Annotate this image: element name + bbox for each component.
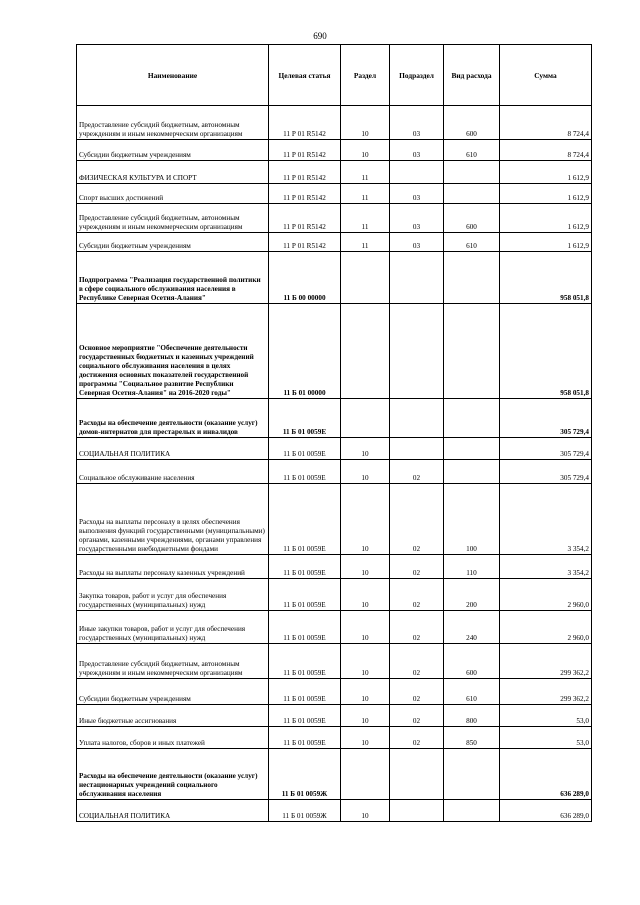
row-expense — [444, 800, 500, 822]
row-subsection: 02 — [390, 679, 444, 705]
budget-table — [76, 44, 592, 822]
row-section: 10 — [341, 438, 390, 460]
row-target: 11 Р 01 R5142 — [269, 140, 341, 161]
row-expense — [444, 252, 500, 304]
row-target: 11 Б 01 0059Е — [269, 727, 341, 749]
table-row — [77, 304, 592, 399]
row-section: 10 — [341, 727, 390, 749]
row-sum: 636 289,0 — [500, 800, 592, 822]
row-subsection: 02 — [390, 705, 444, 727]
row-subsection: 03 — [390, 140, 444, 161]
row-sum: 2 960,0 — [500, 611, 592, 644]
row-target: 11 Б 01 0059Е — [269, 399, 341, 438]
row-sum: 299 362,2 — [500, 644, 592, 679]
row-expense: 110 — [444, 555, 500, 579]
row-subsection: 03 — [390, 106, 444, 140]
row-expense: 610 — [444, 233, 500, 252]
row-sum: 1 612,9 — [500, 161, 592, 184]
row-section: 11 — [341, 233, 390, 252]
row-name: Уплата налогов, сборов и иных платежей — [77, 727, 269, 749]
row-section: 10 — [341, 140, 390, 161]
row-section: 11 — [341, 204, 390, 233]
row-sum: 958 051,8 — [500, 304, 592, 399]
row-section: 10 — [341, 679, 390, 705]
row-section: 10 — [341, 611, 390, 644]
row-expense — [444, 460, 500, 484]
row-expense — [444, 304, 500, 399]
row-target: 11 Б 01 0059Е — [269, 679, 341, 705]
row-subsection: 02 — [390, 611, 444, 644]
row-target: 11 Б 01 0059Е — [269, 579, 341, 611]
row-target: 11 Б 01 0059Е — [269, 438, 341, 460]
row-expense — [444, 438, 500, 460]
row-sum: 305 729,4 — [500, 399, 592, 438]
table-header-row — [77, 45, 592, 106]
row-expense: 600 — [444, 106, 500, 140]
row-expense — [444, 399, 500, 438]
row-subsection: 02 — [390, 460, 444, 484]
row-name: Социальное обслуживание населения — [77, 460, 269, 484]
row-name: Расходы на обеспечение деятельности (оказание услуг) домов-интернатов для престарелых и инвалидов — [77, 399, 269, 438]
table-row — [77, 555, 592, 579]
row-sum: 958 051,8 — [500, 252, 592, 304]
table-row — [77, 161, 592, 184]
table-row — [77, 727, 592, 749]
row-subsection — [390, 252, 444, 304]
table-row — [77, 460, 592, 484]
row-subsection — [390, 304, 444, 399]
row-target: 11 Б 01 0059Е — [269, 555, 341, 579]
row-sum: 1 612,9 — [500, 184, 592, 204]
table-row — [77, 140, 592, 161]
table-row — [77, 484, 592, 555]
row-expense: 240 — [444, 611, 500, 644]
row-expense: 600 — [444, 204, 500, 233]
row-sum: 1 612,9 — [500, 204, 592, 233]
table-row — [77, 579, 592, 611]
table-row — [77, 184, 592, 204]
row-sum: 3 354,2 — [500, 484, 592, 555]
table-row — [77, 106, 592, 140]
row-section: 10 — [341, 555, 390, 579]
row-expense: 200 — [444, 579, 500, 611]
row-name: СОЦИАЛЬНАЯ ПОЛИТИКА — [77, 800, 269, 822]
row-name: Субсидии бюджетным учреждениям — [77, 679, 269, 705]
row-subsection: 03 — [390, 204, 444, 233]
table-row — [77, 438, 592, 460]
table-row — [77, 705, 592, 727]
row-sum: 636 289,0 — [500, 749, 592, 800]
row-target: 11 Р 01 R5142 — [269, 106, 341, 140]
row-sum: 53,0 — [500, 705, 592, 727]
row-name: Предоставление субсидий бюджетным, автономным учреждениям и иным некоммерческим организациям — [77, 644, 269, 679]
row-section — [341, 304, 390, 399]
row-target: 11 Б 00 00000 — [269, 252, 341, 304]
row-expense: 850 — [444, 727, 500, 749]
row-target: 11 Б 01 0059Е — [269, 460, 341, 484]
row-name: Спорт высших достижений — [77, 184, 269, 204]
row-target: 11 Р 01 R5142 — [269, 184, 341, 204]
row-name: Предоставление субсидий бюджетным, автономным учреждениям и иным некоммерческим организациям — [77, 106, 269, 140]
row-section: 10 — [341, 705, 390, 727]
row-expense — [444, 184, 500, 204]
row-section — [341, 399, 390, 438]
row-target: 11 Р 01 R5142 — [269, 233, 341, 252]
row-section: 10 — [341, 484, 390, 555]
header-section: Раздел — [341, 45, 390, 106]
row-section: 10 — [341, 460, 390, 484]
row-subsection: 02 — [390, 555, 444, 579]
row-subsection — [390, 438, 444, 460]
row-subsection: 02 — [390, 644, 444, 679]
row-sum: 1 612,9 — [500, 233, 592, 252]
row-expense: 800 — [444, 705, 500, 727]
row-name: Иные бюджетные ассигнования — [77, 705, 269, 727]
row-subsection: 02 — [390, 727, 444, 749]
row-name: Основное мероприятие "Обеспечение деятельности государственных бюджетных и казенных учреждений социального обслуживания населения в целях достижения основных показателей государственной программы "Социальное развитие Республики Северная Осетия-Алания" на 2016-2020 годы" — [77, 304, 269, 399]
table-row — [77, 749, 592, 800]
row-name: Подпрограмма "Реализация государственной политики в сфере социального обслуживания населения в Республике Северная Осетия-Алания" — [77, 252, 269, 304]
header-target: Целевая статья — [269, 45, 341, 106]
row-target: 11 Б 01 0059Ж — [269, 749, 341, 800]
row-target: 11 Р 01 R5142 — [269, 204, 341, 233]
header-expense: Вид расхода — [444, 45, 500, 106]
row-name: СОЦИАЛЬНАЯ ПОЛИТИКА — [77, 438, 269, 460]
row-sum: 299 362,2 — [500, 679, 592, 705]
row-section: 11 — [341, 161, 390, 184]
row-expense: 610 — [444, 140, 500, 161]
table-row — [77, 800, 592, 822]
row-subsection: 03 — [390, 233, 444, 252]
table-row — [77, 679, 592, 705]
row-expense: 600 — [444, 644, 500, 679]
table-body — [77, 106, 592, 822]
row-name: Иные закупки товаров, работ и услуг для обеспечения государственных (муниципальных) нужд — [77, 611, 269, 644]
row-target: 11 Б 01 0059Е — [269, 484, 341, 555]
row-name: Расходы на обеспечение деятельности (оказание услуг) нестационарных учреждений социального обслуживания населения — [77, 749, 269, 800]
table-row — [77, 233, 592, 252]
table-row — [77, 611, 592, 644]
row-name: Расходы на выплаты персоналу в целях обеспечения выполнения функций государственными (муниципальными) органами, казенными учреждениями, органами управления государственными внебюджетными фондами — [77, 484, 269, 555]
row-name: Закупка товаров, работ и услуг для обеспечения государственных (муниципальных) нужд — [77, 579, 269, 611]
header-name: Наименование — [77, 45, 269, 106]
row-section: 10 — [341, 800, 390, 822]
row-expense — [444, 161, 500, 184]
row-subsection: 02 — [390, 484, 444, 555]
row-name: Расходы на выплаты персоналу казенных учреждений — [77, 555, 269, 579]
row-subsection: 03 — [390, 184, 444, 204]
row-sum: 305 729,4 — [500, 460, 592, 484]
row-name: Субсидии бюджетным учреждениям — [77, 233, 269, 252]
row-sum: 8 724,4 — [500, 140, 592, 161]
row-section: 10 — [341, 579, 390, 611]
row-section: 11 — [341, 184, 390, 204]
row-sum: 8 724,4 — [500, 106, 592, 140]
row-name: Субсидии бюджетным учреждениям — [77, 140, 269, 161]
row-section — [341, 252, 390, 304]
row-target: 11 Б 01 00000 — [269, 304, 341, 399]
row-expense — [444, 749, 500, 800]
header-sum: Сумма — [500, 45, 592, 106]
row-name: ФИЗИЧЕСКАЯ КУЛЬТУРА И СПОРТ — [77, 161, 269, 184]
row-subsection — [390, 800, 444, 822]
row-target: 11 Б 01 0059Ж — [269, 800, 341, 822]
row-sum: 3 354,2 — [500, 555, 592, 579]
page-number: 690 — [313, 31, 327, 41]
row-subsection: 02 — [390, 579, 444, 611]
row-subsection — [390, 399, 444, 438]
header-subsection: Подраздел — [390, 45, 444, 106]
row-target: 11 Б 01 0059Е — [269, 705, 341, 727]
row-subsection — [390, 749, 444, 800]
table-row — [77, 252, 592, 304]
row-sum: 305 729,4 — [500, 438, 592, 460]
row-sum: 53,0 — [500, 727, 592, 749]
row-sum: 2 960,0 — [500, 579, 592, 611]
row-expense: 100 — [444, 484, 500, 555]
row-target: 11 Р 01 R5142 — [269, 161, 341, 184]
row-name: Предоставление субсидий бюджетным, автономным учреждениям и иным некоммерческим организациям — [77, 204, 269, 233]
row-section: 10 — [341, 106, 390, 140]
table-row — [77, 644, 592, 679]
row-subsection — [390, 161, 444, 184]
table-row — [77, 204, 592, 233]
row-target: 11 Б 01 0059Е — [269, 644, 341, 679]
row-target: 11 Б 01 0059Е — [269, 611, 341, 644]
row-section: 10 — [341, 644, 390, 679]
table-row — [77, 399, 592, 438]
row-section — [341, 749, 390, 800]
row-expense: 610 — [444, 679, 500, 705]
